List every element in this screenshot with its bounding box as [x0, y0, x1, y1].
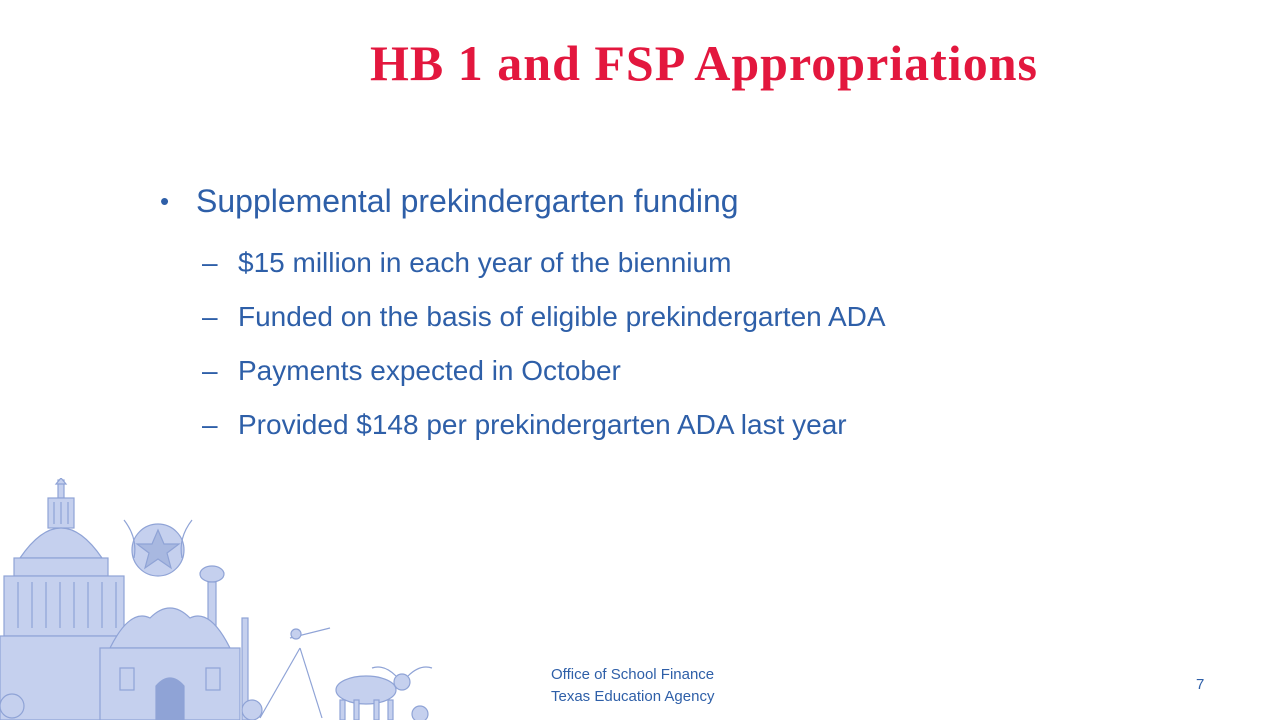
dash-marker: –: [202, 247, 218, 278]
sub-bullet-item: [202, 344, 1160, 398]
page-number: 7: [1196, 676, 1205, 693]
dash-marker: –: [202, 301, 218, 332]
sub-bullet-text: Funded on the basis of eligible prekindergarten ADA: [238, 301, 886, 332]
sub-bullet-list: [160, 236, 1160, 452]
dash-marker: –: [202, 409, 218, 440]
footer-office-line2: Texas Education Agency: [551, 688, 715, 705]
bullet-marker: •: [160, 186, 170, 216]
sub-bullet-text: $15 million in each year of the biennium: [238, 247, 732, 278]
sub-bullet-item: [202, 290, 1160, 344]
sub-bullet-text: Provided $148 per prekindergarten ADA last year: [238, 409, 847, 440]
bullet-text: Supplemental prekindergarten funding: [196, 183, 739, 219]
footer-office-line1: Office of School Finance: [551, 666, 715, 683]
bullet-item: [160, 178, 1160, 224]
sub-bullet-item: [202, 398, 1160, 452]
sub-bullet-text: Payments expected in October: [238, 355, 621, 386]
texas-seal-icon: [124, 520, 192, 576]
footer-office: [551, 664, 714, 708]
slide-title: HB 1 and FSP Appropriations: [370, 35, 1038, 91]
slide-content: [160, 178, 1160, 452]
dash-marker: –: [202, 355, 218, 386]
texas-landmarks-illustration: [0, 478, 440, 720]
sub-bullet-item: [202, 236, 1160, 290]
